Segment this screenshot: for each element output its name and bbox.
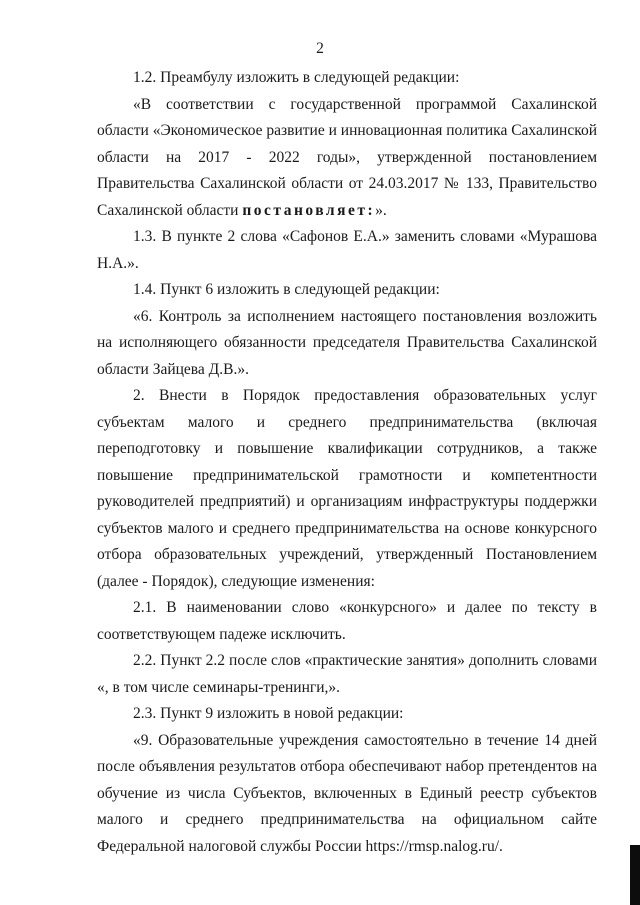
page-number: 2 — [316, 40, 324, 57]
preamble-closing: ». — [375, 201, 387, 219]
paragraph-1-3: 1.3. В пункте 2 слова «Сафонов Е.А.» заменить словами «Мурашова Н.А.». — [97, 228, 597, 272]
scan-edge-mark — [630, 845, 640, 905]
paragraph-2: 2. Внести в Порядок предоставления образовательных услуг субъектам малого и среднего предпринимательства (включая переподготовку и повышение квалификации сотрудников, а также повышение предпринимательской грамотности и компетентности руководителей предприятий) и организациям инфраструктуры поддержки субъектов малого и среднего предпринимательства на основе конкурсного отбора образовательных учреждений, утвержденный Постановлением (далее - Порядок), следующие изменения: — [97, 387, 597, 590]
paragraph-2-2: 2.2. Пункт 2.2 после слов «практические занятия» дополнить словами «, в том числе семинары-тренинги,». — [97, 652, 597, 696]
document-body — [97, 65, 597, 860]
paragraph-point-6-quote: «6. Контроль за исполнением настоящего постановления возложить на исполняющего обязанности председателя Правительства Сахалинской области Зайцева Д.В.». — [97, 307, 597, 378]
paragraph-2-1: 2.1. В наименовании слово «конкурсного» и далее по тексту в соответствующем падеже исключить. — [97, 599, 597, 643]
paragraph-1-2: 1.2. Преамбулу изложить в следующей редакции: — [133, 69, 460, 86]
paragraph-preamble-quote — [97, 92, 597, 225]
paragraph-point-9-quote: «9. Образовательные учреждения самостоятельно в течение 14 дней после объявления результатов отбора обеспечивают набор претендентов на обучение из числа Субъектов, включенных в Единый реестр субъектов малого и среднего предпринимательства на официальном сайте Федеральной налоговой службы России https://rmsp.nalog.ru/. — [97, 731, 597, 855]
paragraph-1-4: 1.4. Пункт 6 изложить в следующей редакции: — [133, 281, 440, 298]
preamble-text: «В соответствии с государственной программой Сахалинской области «Экономическое развитие и инновационная политика Сахалинской области на 2017 - 2022 годы», утвержденной постановлением Правительства Сахалинской области от 24.03.2017 № 133, Правительство Сахалинской области — [97, 95, 597, 219]
preamble-emphasis: постановляет: — [242, 201, 376, 219]
paragraph-2-3: 2.3. Пункт 9 изложить в новой редакции: — [133, 705, 404, 722]
